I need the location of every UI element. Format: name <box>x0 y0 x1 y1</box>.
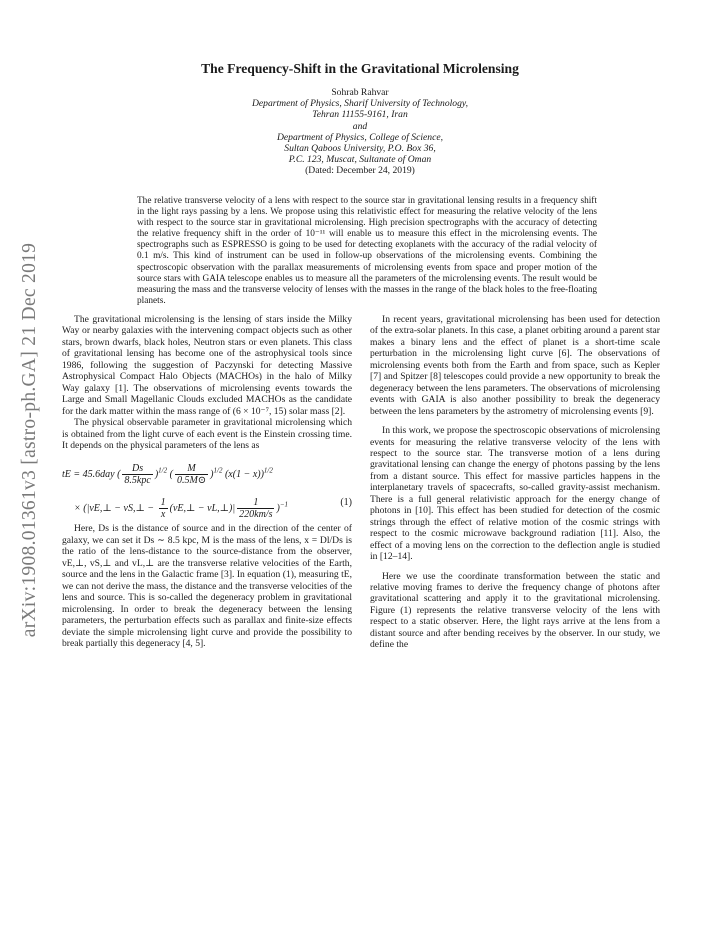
equation-line: × (|vE,⊥ − vS,⊥ − $\frac{1}{x}$ (vE,⊥ − vL,⊥)| $\frac{1}{220km/s}$ )$^{-1}$ <box>74 497 289 521</box>
denominator: 220km/s <box>239 509 273 521</box>
equation-line: tE = 45.6day ( $\frac{Ds}{\text{8.5kpc}}$ )$^{1/2}$ ( $\frac{M}{0.5M⊙}$ )$^{1/2}$ $(x(1 - x))^{1/2}$ <box>62 463 273 487</box>
paragraph: Here we use the coordinate transformation between the static and relative moving frames to derive the frequency change of photons after gravitational scattering and apply it to the gravitational microlensing. Figure (1) represents the relative transverse velocity of the lens with respect to a static observer. Here, the light rays arrive at the lens from a distant source and after bending receives by the observer. In our study, we define the <box>370 570 660 651</box>
fraction <box>122 463 152 486</box>
affiliation-conjunction: and <box>352 120 368 132</box>
affiliation-line: Department of Physics, College of Science, <box>277 131 443 143</box>
author-block <box>0 87 720 177</box>
left-column <box>62 314 352 649</box>
affiliation-line: Department of Physics, Sharif University of Technology, <box>251 98 468 110</box>
equation-part: × (|vE,⊥ − vS,⊥ − <box>74 503 157 515</box>
date-line: (Dated: December 24, 2019) <box>305 165 415 177</box>
denominator: x <box>160 509 166 521</box>
equation-lhs: tE = 45.6day <box>62 469 115 481</box>
paragraph: The gravitational microlensing is the lensing of stars inside the Milky Way or nearby galaxies with the intervening compact objects such as other stars, brown dwarfs, black holes, Neutron stars or even planets. This class of gravitational lensing has become one of the astrophysical tools since 1986, following the suggestion of Paczynski for detecting Massive Astrophysical Compact Halo Objects (MACHOs) in the halo of Milky Way galaxy [1]. The observations of microlensing events towards the Large and Small Magellanic Clouds excluded MACHOs as the candidate for the dark matter within the mass range of (6 × 10⁻⁷, 15) solar mass [2]. <box>62 314 352 417</box>
arxiv-sidebar <box>8 225 52 655</box>
arxiv-identifier: arXiv:1908.01361v3 [astro-ph.GA] 21 Dec 2019 <box>19 242 40 638</box>
author-name: Sohrab Rahvar <box>331 87 389 98</box>
fraction <box>159 497 168 520</box>
right-column <box>370 314 660 651</box>
abstract: The relative transverse velocity of a lens with respect to the source star in gravitational lensing results in a frequency shift in the light rays passing by a lens. We propose using this relativistic effect for measuring the relative velocity of the lens with respect to the source star in gravitational microlensing. High precision spectrographs with the accuracy of detecting the relative frequency shift in the order of 10⁻¹¹ will enable us to measure this effect in the microlensing events. The spectrographs such as ESPRESSO is going to be used for detecting exoplanets with the accuracy of the radial velocity of 0.1 m/s. This kind of instrument can be used in follow-up observations of the microlensing events. Combining the spectroscopic observation with the parallax measurements of microlensing events from space and proper motion of the source stars with GAIA telescope enables us to measure all the parameters of the microlensing events. The result would be measuring the mass and the transverse velocity of lenses with the masses in the range of the black holes to the free-floating planets. <box>137 196 597 306</box>
paragraph: The physical observable parameter in gravitational microlensing which is obtained from the light curve of each event is the Einstein crossing time. It depends on the physical parameters of the lens as <box>62 417 352 451</box>
exponent: 1/2 <box>158 466 168 475</box>
numerator: Ds <box>122 463 152 475</box>
exponent: 1/2 <box>263 466 273 475</box>
fraction <box>237 497 274 520</box>
affiliation-line: Sultan Qaboos University, P.O. Box 36, <box>284 143 436 155</box>
paragraph: Here, Ds is the distance of source and in the direction of the center of galaxy, we can set it Ds ∼ 8.5 kpc, M is the mass of the lens, x = Dl/Ds is the ratio of the lens-distance to the source-distance from the observer, vE,⊥, vS,⊥ and vL,⊥ are the transverse relative velocities of the Earth, source and the lens in the Galactic frame [3]. In equation (1), measuring tE, we can not derive the mass, the distance and the transverse velocities of the lens and source. This is so-called the degeneracy problem in gravitational microlensing. In order to break the degeneracy between the lensing parameters, the perturbation effects such as parallax and finite-size effects deviate the simple microlensing light curve and provide the possibility to break partially this degeneracy [4, 5]. <box>62 523 352 649</box>
numerator: 1 <box>160 497 166 509</box>
denominator: 0.5M⊙ <box>176 475 207 487</box>
equation-part: (vE,⊥ − vL,⊥)| <box>169 503 236 515</box>
exponent: 1/2 <box>213 466 223 475</box>
paragraph: In recent years, gravitational microlensing has been used for detection of the extra-solar planets. In this case, a planet orbiting around a parent star makes a binary lens and the effect of planet is a short-time scale perturbation in the microlensing light curve [6]. The observations of microlensing events both from the Earth and from space, such as Kepler [7] and Spitzer [8] telescopes could provide a new opportunity to break the degeneracy between the lens parameters. The observations of microlensing events with GAIA is also another possibility to break the degeneracy between the lens parameters by the astrometry of microlensing events [9]. <box>370 314 660 417</box>
numerator: M <box>175 463 208 475</box>
exponent: −1 <box>279 500 289 509</box>
fraction <box>175 463 208 486</box>
equation-tail: (x(1 − x)) <box>224 469 264 481</box>
affiliation-line: P.C. 123, Muscat, Sultanate of Oman <box>288 154 432 166</box>
equation-1 <box>62 451 352 523</box>
equation-number: (1) <box>340 497 352 509</box>
numerator: 1 <box>237 497 274 509</box>
affiliation-line: Tehran 11155-9161, Iran <box>312 109 408 121</box>
paragraph: In this work, we propose the spectroscopic observations of microlensing events for measuring the relative transverse velocity of the lens with respect to the source star. The transverse motion of a lens during gravitational lensing can change the energy of photons passing by the lens from a distant source. This effect for massive particles happens in the interplanetary travels of spacecrafts, so-called gravity-assist mechanism. There is a full general relativistic approach for the energy change of photons in [10]. This effect has been studied for detection of the cosmic strings through the effect of relative motion of the cosmic strings with respect to the cosmic microwave background radiation [11]. Also, the effect of a moving lens on the correction to the deflection angle is studied in [12–14]. <box>370 425 660 563</box>
denominator: 8.5kpc <box>124 475 151 487</box>
paper-title: The Frequency-Shift in the Gravitational Microlensing <box>201 61 519 76</box>
